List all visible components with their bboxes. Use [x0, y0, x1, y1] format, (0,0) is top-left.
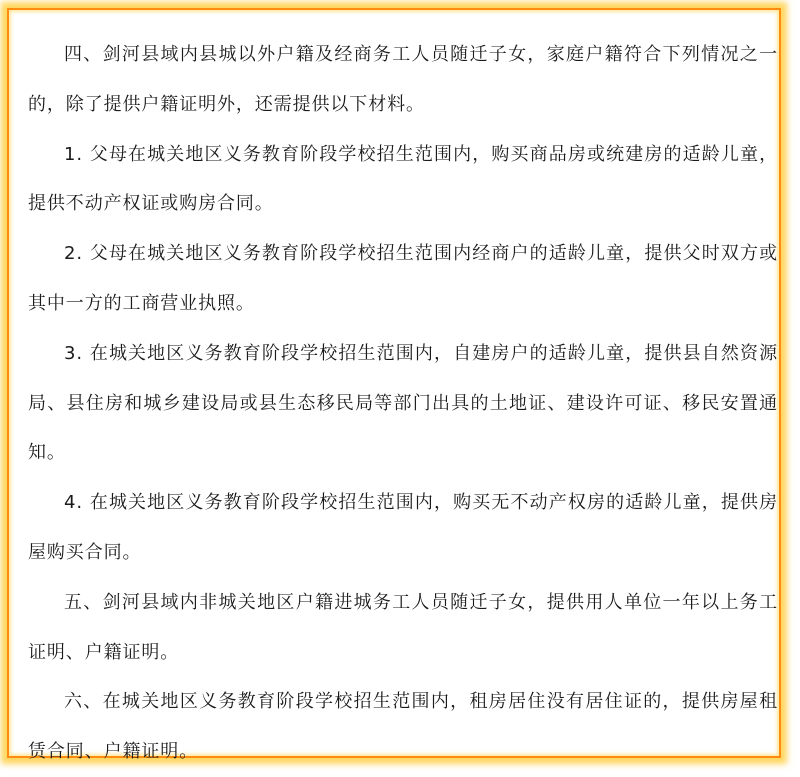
section-four-paragraph: 四、剑河县域内县城以外户籍及经商务工人员随迁子女，家庭户籍符合下列情况之一的，除了提供户籍证明外，还需提供以下材料。: [28, 44, 778, 115]
item-4-paragraph: 4. 在城关地区义务教育阶段学校招生范围内，购买无不动产权房的适龄儿童，提供房屋购买合同。: [28, 492, 778, 563]
item-1-paragraph: 1. 父母在城关地区义务教育阶段学校招生范围内，购买商品房或统建房的适龄儿童，提供不动产权证或购房合同。: [28, 143, 778, 215]
section-five-paragraph: 五、剑河县域内非城关地区户籍进城务工人员随迁子女，提供用人单位一年以上务工证明、户籍证明。: [28, 591, 778, 663]
item-2-paragraph: 2. 父母在城关地区义务教育阶段学校招生范围内经商户的适龄儿童，提供父时双方或其中一方的工商营业执照。: [28, 243, 778, 314]
document-body: [28, 30, 778, 777]
section-six-paragraph: 六、在城关地区义务教育阶段学校招生范围内，租房居住没有居住证的，提供房屋租赁合同、户籍证明。: [28, 691, 778, 763]
item-3-paragraph: 3. 在城关地区义务教育阶段学校招生范围内，自建房户的适龄儿童，提供县自然资源局、县住房和城乡建设局或县生态移民局等部门出具的土地证、建设许可证、移民安置通知。: [28, 342, 778, 464]
